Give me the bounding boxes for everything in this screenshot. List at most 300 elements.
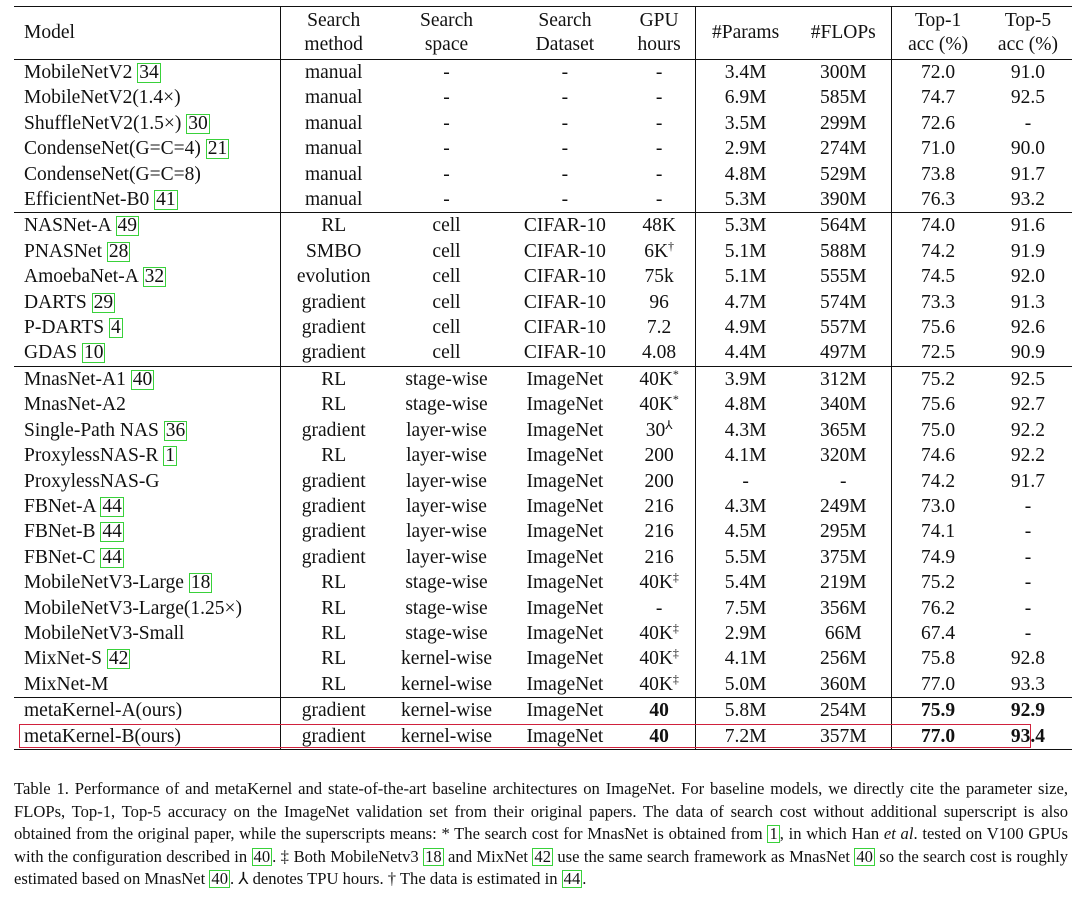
cell-model <box>14 85 280 110</box>
cell-space <box>386 136 506 161</box>
cell-top5 <box>984 366 1072 392</box>
cell-top1 <box>892 570 984 595</box>
cell-method-text: gradient <box>301 521 366 543</box>
cell-gpu-text: - <box>655 112 663 134</box>
column-header-top1 <box>892 7 984 60</box>
cell-params-text: 5.4M <box>724 572 767 594</box>
cell-dataset <box>507 724 624 750</box>
cell-method-text: manual <box>304 112 363 134</box>
cell-params-text: 5.1M <box>724 266 767 288</box>
cell-model-text: CondenseNet(G=C=4) <box>24 138 206 160</box>
cell-flops-text: 340M <box>819 394 867 416</box>
cell-dataset <box>507 698 624 724</box>
cell-params <box>695 570 795 595</box>
cell-params-text: 3.4M <box>724 62 767 83</box>
cell-method <box>280 519 386 544</box>
caption-citation-link[interactable]: 40 <box>211 869 228 889</box>
cell-space <box>386 418 506 443</box>
cell-params <box>695 111 795 136</box>
header-line-2: acc (%) <box>997 34 1058 55</box>
cell-flops-text: 497M <box>819 342 867 364</box>
cell-params <box>695 494 795 519</box>
cell-flops-text: 375M <box>819 546 867 568</box>
cell-gpu <box>623 111 695 136</box>
table-row <box>14 60 1072 86</box>
cell-dataset-text: CIFAR-10 <box>523 240 606 262</box>
cell-top5 <box>984 85 1072 110</box>
cell-top5-text: 92.5 <box>1010 368 1046 390</box>
citation-link[interactable]: 32 <box>144 266 165 288</box>
table-row-highlighted <box>14 724 1072 750</box>
cell-space-text: kernel-wise <box>401 700 492 722</box>
cell-flops-text: 254M <box>819 700 867 722</box>
cell-dataset <box>507 672 624 698</box>
cell-gpu-text: - <box>655 62 663 83</box>
cell-flops <box>795 60 892 86</box>
cell-gpu <box>623 340 695 366</box>
cell-model <box>14 418 280 443</box>
cell-space <box>386 213 506 239</box>
cell-top1 <box>892 187 984 213</box>
cell-flops <box>795 672 892 698</box>
caption-citation-link[interactable]: 40 <box>856 846 873 866</box>
cell-dataset-text: ImageNet <box>526 368 604 390</box>
table-row <box>14 239 1072 264</box>
column-header-dataset <box>507 7 624 60</box>
cell-params <box>695 698 795 724</box>
cell-method <box>280 213 386 239</box>
cell-method <box>280 162 386 187</box>
table-row <box>14 136 1072 161</box>
cell-params-text: 5.3M <box>724 215 767 237</box>
cell-model <box>14 60 280 86</box>
cell-top1 <box>892 596 984 621</box>
cell-params-text: 4.8M <box>724 163 767 185</box>
cell-top5 <box>984 469 1072 494</box>
cell-flops-text: 219M <box>819 572 867 594</box>
cell-flops <box>795 519 892 544</box>
cell-top1-text: 67.4 <box>921 622 956 644</box>
cell-model <box>14 698 280 724</box>
cell-top5 <box>984 646 1072 671</box>
cell-flops-text: 390M <box>819 189 867 211</box>
cell-top5 <box>984 213 1072 239</box>
cell-dataset-text: - <box>561 87 569 109</box>
citation-link[interactable]: 21 <box>207 138 228 160</box>
cell-top1-text: 74.9 <box>921 546 956 568</box>
cell-space-text: stage-wise <box>405 622 488 644</box>
cell-params <box>695 646 795 671</box>
cell-model-text: FBNet-C <box>24 546 101 568</box>
superscript-mark: ‡ <box>672 671 679 686</box>
cell-gpu-text: 216 <box>644 521 674 543</box>
citation-link[interactable]: 30 <box>188 112 208 134</box>
cell-space-text: layer-wise <box>406 445 487 467</box>
superscript-mark: * <box>672 366 679 381</box>
cell-flops-text: 274M <box>819 138 867 160</box>
cell-space-text: stage-wise <box>405 597 488 619</box>
cell-top1 <box>892 213 984 239</box>
cell-top1-text: 75.6 <box>921 394 956 416</box>
cell-method <box>280 724 386 750</box>
citation-link[interactable]: 1 <box>165 445 175 467</box>
cell-gpu-text: - <box>655 138 663 160</box>
cell-gpu <box>623 469 695 494</box>
header-line-1: Search <box>538 10 592 31</box>
cell-top5-text: 93.4 <box>1010 725 1046 747</box>
cell-top1 <box>892 85 984 110</box>
cell-dataset-text: - <box>561 163 569 185</box>
cell-params-text: 4.9M <box>724 317 767 339</box>
cell-top1-text: 72.6 <box>921 112 956 134</box>
table-row <box>14 494 1072 519</box>
superscript-mark: ‡ <box>672 570 679 585</box>
cell-top1 <box>892 392 984 417</box>
column-header-model <box>14 7 280 60</box>
cell-params <box>695 724 795 750</box>
cell-top5-text: - <box>1024 597 1032 619</box>
cell-top5-text: 91.3 <box>1010 291 1046 313</box>
cell-params-text: 5.5M <box>724 546 767 568</box>
cell-flops <box>795 443 892 468</box>
cell-flops <box>795 264 892 289</box>
cell-top1 <box>892 418 984 443</box>
cell-dataset <box>507 545 624 570</box>
citation-link[interactable]: 44 <box>102 495 122 517</box>
cell-top5-text: 92.8 <box>1010 648 1046 670</box>
cell-model-text: MnasNet-A2 <box>24 394 126 416</box>
table-row <box>14 315 1072 340</box>
cell-top5-text: 90.9 <box>1010 342 1046 364</box>
cell-model <box>14 366 280 392</box>
cell-top1-text: 74.2 <box>921 470 956 492</box>
cell-space <box>386 621 506 646</box>
cell-method-text: RL <box>321 215 347 237</box>
cell-dataset-text: ImageNet <box>526 445 604 467</box>
cell-dataset-text: ImageNet <box>526 572 604 594</box>
cell-dataset-text: ImageNet <box>526 622 604 644</box>
cell-method-text: RL <box>321 673 347 695</box>
cell-model <box>14 596 280 621</box>
cell-top1-text: 72.0 <box>921 62 956 83</box>
cell-method-text: gradient <box>301 546 366 568</box>
cell-top5 <box>984 494 1072 519</box>
cell-model-text: MixNet-M <box>24 673 109 695</box>
cell-gpu <box>623 698 695 724</box>
cell-dataset <box>507 392 624 417</box>
cell-dataset-text: - <box>561 189 569 211</box>
cell-flops <box>795 290 892 315</box>
cell-space-text: - <box>443 87 450 109</box>
citation-link[interactable]: 34 <box>139 62 159 83</box>
cell-top1-text: 74.6 <box>921 445 956 467</box>
cell-top5 <box>984 392 1072 417</box>
cell-dataset-text: ImageNet <box>526 597 604 619</box>
citation-link[interactable]: 40 <box>132 368 153 390</box>
citation-link[interactable]: 4 <box>110 317 121 339</box>
header-line-1: Top-1 <box>914 10 962 31</box>
cell-model <box>14 494 280 519</box>
cell-flops-text: 529M <box>819 163 867 185</box>
cell-gpu-text: 7.2 <box>646 317 672 339</box>
caption-citation-link[interactable]: 40 <box>253 846 271 866</box>
cell-space <box>386 366 506 392</box>
cell-flops-text: 588M <box>819 240 867 262</box>
cell-gpu-text: 48K <box>642 215 676 237</box>
cell-flops-text: 249M <box>819 495 867 517</box>
cell-model <box>14 469 280 494</box>
cell-space <box>386 60 506 86</box>
cell-flops-text: 299M <box>819 112 867 134</box>
cell-top5 <box>984 187 1072 213</box>
citation-link[interactable]: 49 <box>117 215 138 237</box>
cell-method <box>280 136 386 161</box>
cell-dataset <box>507 646 624 671</box>
cell-method-text: manual <box>304 62 363 83</box>
cell-params-text: 3.9M <box>724 368 767 390</box>
cell-dataset <box>507 443 624 468</box>
cell-gpu-text: 216 <box>644 546 674 568</box>
header-line-2: method <box>304 34 363 55</box>
cell-top5 <box>984 111 1072 136</box>
cell-space-text: cell <box>432 291 461 313</box>
cell-top1-text: 75.9 <box>921 700 956 722</box>
superscript-mark: ‡ <box>672 620 679 635</box>
cell-dataset-text: CIFAR-10 <box>523 291 606 313</box>
cell-params-text: 5.8M <box>724 700 767 722</box>
cell-top1 <box>892 111 984 136</box>
cell-space-text: stage-wise <box>405 572 488 594</box>
cell-space <box>386 646 506 671</box>
cell-params <box>695 60 795 86</box>
cell-flops <box>795 469 892 494</box>
cell-model <box>14 672 280 698</box>
cell-top1 <box>892 60 984 86</box>
cell-top5 <box>984 596 1072 621</box>
cell-params-text: 4.8M <box>724 394 767 416</box>
caption-text: . ⅄ denotes TPU hours. † The data is estimated in <box>229 869 562 889</box>
caption-citation-link[interactable]: 1 <box>769 824 778 844</box>
cell-model-text: GDAS <box>24 342 82 364</box>
superscript-mark: ⅄ <box>665 417 673 432</box>
cell-top1 <box>892 698 984 724</box>
cell-model-text: MobileNetV3-Small <box>24 622 185 644</box>
cell-model-text: FBNet-A <box>24 495 101 517</box>
cell-dataset <box>507 213 624 239</box>
cell-method <box>280 264 386 289</box>
cell-space-text: kernel-wise <box>401 725 492 747</box>
table-row <box>14 290 1072 315</box>
header-line-2: space <box>424 34 469 55</box>
cell-method <box>280 290 386 315</box>
cell-gpu <box>623 187 695 213</box>
cell-dataset <box>507 264 624 289</box>
cell-dataset <box>507 519 624 544</box>
cell-model-text: NASNet-A <box>24 215 116 237</box>
cell-gpu <box>623 315 695 340</box>
cell-method <box>280 646 386 671</box>
cell-model-text: EfficientNet-B0 <box>24 189 155 211</box>
cell-flops <box>795 162 892 187</box>
cell-top5 <box>984 621 1072 646</box>
cell-gpu <box>623 239 695 264</box>
results-table <box>14 6 1072 750</box>
cell-method <box>280 60 386 86</box>
cell-gpu-text: - <box>655 189 663 211</box>
cell-params <box>695 136 795 161</box>
cell-space-text: layer-wise <box>406 521 487 543</box>
cell-method-text: RL <box>321 648 347 670</box>
cell-flops <box>795 545 892 570</box>
cell-model <box>14 264 280 289</box>
cell-top5 <box>984 418 1072 443</box>
citation-link[interactable]: 10 <box>83 342 104 364</box>
cell-model-text: ProxylessNAS-R <box>24 445 164 467</box>
cell-gpu-text: 40K <box>639 648 673 670</box>
cell-space-text: layer-wise <box>406 419 487 441</box>
cell-gpu-text: - <box>655 163 663 185</box>
cell-space-text: layer-wise <box>406 546 487 568</box>
caption-citation-link[interactable]: 18 <box>425 846 442 866</box>
cell-dataset <box>507 340 624 366</box>
cell-top1-text: 77.0 <box>921 673 956 695</box>
cell-method <box>280 239 386 264</box>
caption-text: use the same search framework as MnasNet <box>552 846 855 866</box>
header-line-1: Top-5 <box>1004 10 1052 31</box>
cell-method-text: gradient <box>301 342 366 364</box>
cell-flops-text: 256M <box>819 648 867 670</box>
cell-flops-text: 564M <box>819 215 867 237</box>
cell-model-text: metaKernel-A(ours) <box>24 700 183 722</box>
cell-top1 <box>892 340 984 366</box>
cell-params-text: 4.3M <box>724 419 767 441</box>
cell-gpu-text: - <box>655 87 663 109</box>
cell-gpu-text: 6K <box>644 240 669 262</box>
cell-top1 <box>892 290 984 315</box>
cell-method <box>280 545 386 570</box>
cell-top5-text: 92.2 <box>1010 419 1046 441</box>
cell-gpu-text: 40 <box>649 725 669 747</box>
cell-top5 <box>984 545 1072 570</box>
citation-link[interactable]: 44 <box>102 546 122 568</box>
cell-gpu-text: 40K <box>639 394 673 416</box>
cell-space-text: cell <box>432 215 461 237</box>
cell-dataset-text: - <box>561 138 569 160</box>
cell-flops <box>795 570 892 595</box>
cell-top1 <box>892 239 984 264</box>
cell-flops <box>795 85 892 110</box>
table-row <box>14 596 1072 621</box>
cell-model-text: MobileNetV2(1.4×) <box>24 87 181 109</box>
cell-dataset-text: ImageNet <box>526 495 604 517</box>
cell-method <box>280 494 386 519</box>
cell-flops-text: 574M <box>819 291 867 313</box>
citation-link[interactable]: 44 <box>102 521 122 543</box>
cell-flops <box>795 315 892 340</box>
caption-citation-link[interactable]: 44 <box>563 869 581 889</box>
table-row <box>14 646 1072 671</box>
citation-link[interactable]: 36 <box>165 419 186 441</box>
cell-method-text: gradient <box>301 291 366 313</box>
cell-space <box>386 187 506 213</box>
table-row <box>14 85 1072 110</box>
cell-top1-text: 74.2 <box>921 240 956 262</box>
cell-dataset-text: ImageNet <box>526 419 604 441</box>
cell-flops-text: - <box>840 470 847 492</box>
cell-model-text: CondenseNet(G=C=8) <box>24 163 201 185</box>
cell-gpu <box>623 519 695 544</box>
cell-model <box>14 570 280 595</box>
cell-flops <box>795 621 892 646</box>
cell-space <box>386 519 506 544</box>
cell-top1-text: 75.2 <box>921 368 956 390</box>
cell-method <box>280 596 386 621</box>
cell-gpu <box>623 621 695 646</box>
cell-dataset <box>507 418 624 443</box>
cell-space-text: cell <box>432 342 461 364</box>
cell-dataset-text: CIFAR-10 <box>523 342 606 364</box>
citation-link[interactable]: 18 <box>190 572 211 594</box>
cell-top5-text: 92.6 <box>1010 317 1046 339</box>
cell-top1-text: 75.0 <box>921 419 956 441</box>
cell-top5 <box>984 315 1072 340</box>
cell-gpu <box>623 213 695 239</box>
cell-flops <box>795 239 892 264</box>
cell-dataset <box>507 596 624 621</box>
cell-model <box>14 392 280 417</box>
cell-params-text: 3.5M <box>724 112 767 134</box>
cell-params <box>695 469 795 494</box>
header-line-2: acc (%) <box>908 34 969 55</box>
cell-params <box>695 340 795 366</box>
table-row <box>14 672 1072 698</box>
citation-link[interactable]: 42 <box>108 648 129 670</box>
cell-model <box>14 290 280 315</box>
cell-space <box>386 290 506 315</box>
cell-model <box>14 187 280 213</box>
cell-flops <box>795 724 892 750</box>
cell-top1-text: 73.0 <box>921 495 956 517</box>
cell-method-text: RL <box>321 622 347 644</box>
column-header-flops <box>795 7 892 60</box>
cell-params-text: 4.1M <box>724 648 767 670</box>
cell-space <box>386 698 506 724</box>
cell-top5-text: 91.0 <box>1010 62 1046 83</box>
column-header-method <box>280 7 386 60</box>
cell-space <box>386 315 506 340</box>
cell-top5 <box>984 264 1072 289</box>
cell-flops-text: 356M <box>819 597 867 619</box>
cell-gpu-text: 200 <box>644 470 674 492</box>
caption-citation-link[interactable]: 42 <box>534 846 551 866</box>
cell-params-text: 4.3M <box>724 495 767 517</box>
citation-link[interactable]: 28 <box>108 240 129 262</box>
cell-params-text: 4.7M <box>724 291 767 313</box>
cell-params <box>695 418 795 443</box>
cell-space <box>386 239 506 264</box>
cell-top5-text: 93.2 <box>1010 189 1046 211</box>
cell-dataset <box>507 494 624 519</box>
header-line-1: #FLOPs <box>810 22 876 43</box>
cell-space <box>386 340 506 366</box>
cell-top1-text: 73.3 <box>921 291 956 313</box>
cell-model-text: MobileNetV3-Large(1.25×) <box>24 597 243 619</box>
table-row <box>14 187 1072 213</box>
cell-space <box>386 264 506 289</box>
citation-link[interactable]: 29 <box>93 291 114 313</box>
cell-flops-text: 360M <box>819 673 867 695</box>
citation-link[interactable]: 41 <box>156 189 176 211</box>
